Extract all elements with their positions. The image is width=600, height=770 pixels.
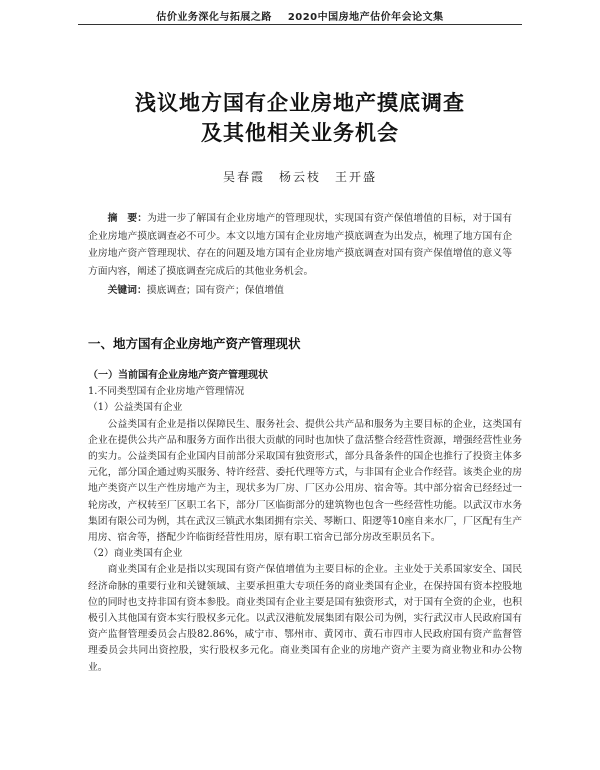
abstract — [88, 210, 512, 280]
paper-title — [0, 88, 600, 148]
subsection-item: 1.不同类型国有企业房地产管理情况 — [88, 386, 245, 398]
abstract-text: 为进一步了解国有企业房地产的管理现状，实现国有资产保值增值的目标，对于国有企业房地产摸底调查必不可少。本文以地方国有企业房地产摸底调查为出发点，梳理了地方国有企业房地产资产管理现状、存在的问题及地方国有企业房地产摸底调查对国有资产保值增值的意义等方面内容，阐述了摸底调查完成后的其他业务机会。 — [88, 213, 513, 277]
category-heading-public: （1）公益类国有企业 — [88, 402, 183, 414]
header-rule — [78, 24, 522, 25]
section-heading: 一、地方国有企业房地产资产管理现状 — [88, 336, 301, 351]
keywords — [88, 282, 512, 299]
authors: 吴春霞 杨云枝 王开盛 — [222, 170, 377, 184]
running-header-left: 估价业务深化与拓展之路 — [156, 12, 272, 23]
paragraph-commercial-enterprises: 商业类国有企业是指以实现国有资产保值增值为主要目标的企业。主业处于关系国家安全、国民经济命脉的重要行业和关键领域、主要承担重大专项任务的商业类国有企业，在保持国有资本控股地位的同时也支持非国有资本参股。商业类国有企业主要是国有独资形式，对于国有全资的企业，也积极引入其他国有资本实行股权多元化。以武汉港航发展集团有限公司为例，实行武汉市人民政府国有资产监督管理委员会占股82.86%，咸宁市、鄂州市、黄冈市、黄石市四市人民政府国有资产监督管理委员会共同出资控股，实行股权多元化。商业类国有企业的房地产资产主要为商业物业和办公物业。 — [88, 564, 522, 673]
abstract-label: 摘 要： — [107, 213, 148, 224]
running-header-right: 2020中国房地产估价年会论文集 — [287, 12, 444, 23]
section-body — [88, 368, 522, 676]
paragraph-public-enterprises: 公益类国有企业是指以保障民生、服务社会、提供公共产品和服务为主要目标的企业，这类国有企业在提供公共产品和服务方面作出很大贡献的同时也加快了盘活整合经营性资源，增强经营性业务的实力。公益类国有企业国内目前部分采取国有独资形式，部分具备条件的国企也推行了投资主体多元化，部分国企通过购买服务、特许经营、委托代理等方式，与非国有企业合作经营。该类企业的房地产类资产以生产性房地产为主，现状多为厂房、厂区办公用房、宿舍等。其中部分宿舍已经经过一轮房改，产权转至厂区职工名下，部分厂区临街部分的建筑物也包含一些经营性功能。以武汉市水务集团有限公司为例，其在武汉三镇武水集团拥有宗关、琴断口、阳逻等10座自来水厂，厂区配有生产用房、宿舍等，搭配少许临街经营性用房，原有职工宿舍已部分房改至职员名下。 — [88, 418, 522, 544]
running-header — [0, 8, 600, 23]
keywords-text: 摸底调查；国有资产；保值增值 — [146, 285, 284, 296]
category-heading-commercial: （2）商业类国有企业 — [88, 548, 183, 560]
subsection-heading: （一）当前国有企业房地产资产管理现状 — [88, 370, 268, 381]
keywords-label: 关键词： — [107, 285, 147, 296]
title-line-1: 浅议地方国有企业房地产摸底调查 — [135, 90, 465, 115]
title-line-2: 及其他相关业务机会 — [201, 120, 399, 145]
